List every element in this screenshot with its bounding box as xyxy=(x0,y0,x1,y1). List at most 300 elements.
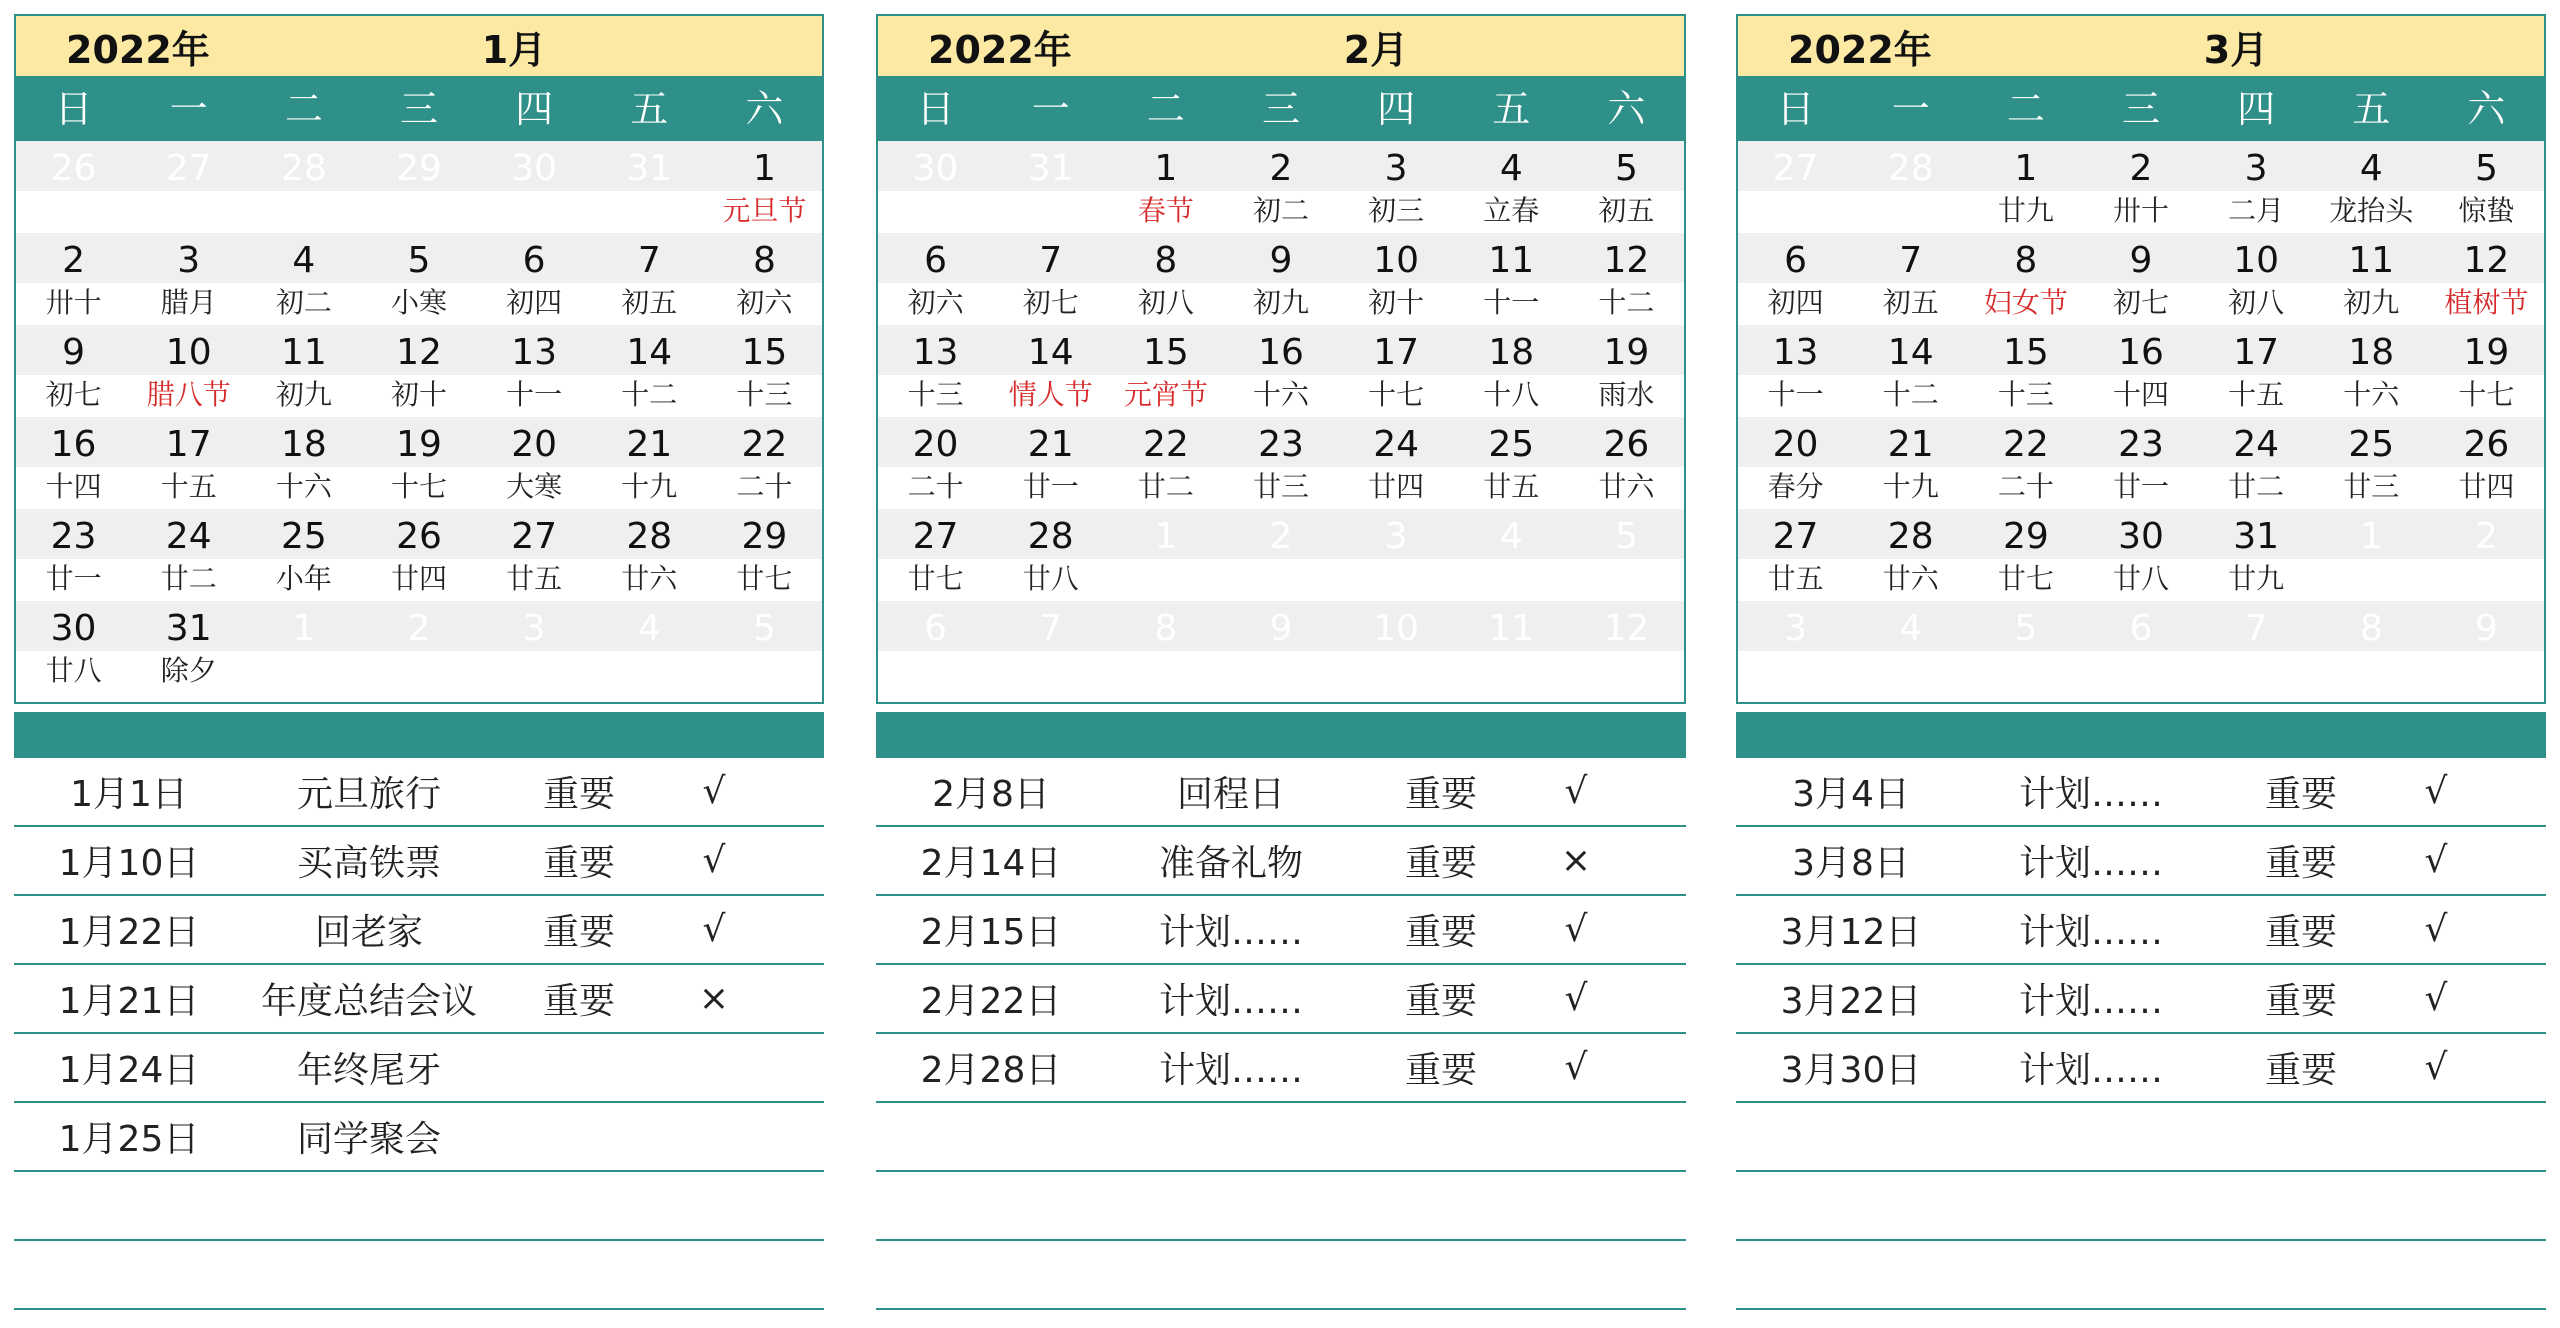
day-cell[interactable] xyxy=(2083,509,2198,601)
note-status-mark: √ xyxy=(2424,771,2448,812)
note-task: 计划…… xyxy=(1158,1050,1303,1091)
day-cell[interactable] xyxy=(2314,417,2429,509)
day-cell[interactable] xyxy=(246,233,361,325)
day-cell[interactable] xyxy=(1853,233,1968,325)
note-row[interactable] xyxy=(1736,1034,2546,1103)
day-cell[interactable] xyxy=(246,325,361,417)
lunar-label: 廿一 xyxy=(993,467,1108,509)
lunar-label xyxy=(1454,651,1569,693)
day-number: 3 xyxy=(1339,509,1454,559)
note-row[interactable] xyxy=(876,758,1686,827)
lunar-label: 二十 xyxy=(878,467,993,509)
note-row[interactable] xyxy=(14,1034,824,1103)
day-cell[interactable] xyxy=(993,325,1108,417)
note-row[interactable] xyxy=(876,1241,1686,1310)
weekday-label: 五 xyxy=(630,87,669,131)
note-row[interactable] xyxy=(14,1241,824,1310)
day-number: 2 xyxy=(1223,141,1338,191)
day-cell[interactable] xyxy=(246,601,361,693)
note-row[interactable] xyxy=(14,1103,824,1172)
day-cell[interactable] xyxy=(477,325,592,417)
lunar-label xyxy=(2314,651,2429,693)
day-cell[interactable] xyxy=(1569,141,1684,233)
note-row[interactable] xyxy=(1736,827,2546,896)
day-cell[interactable] xyxy=(1853,141,1968,233)
note-date: 1月25日 xyxy=(58,1119,200,1160)
note-row[interactable] xyxy=(876,1172,1686,1241)
note-row[interactable] xyxy=(876,827,1686,896)
lunar-label: 廿一 xyxy=(16,559,131,601)
month-label: 2月 xyxy=(1343,27,1409,72)
lunar-label: 廿一 xyxy=(2083,467,2198,509)
lunar-label xyxy=(1223,559,1338,601)
day-cell[interactable] xyxy=(361,141,476,233)
note-row[interactable] xyxy=(1736,758,2546,827)
lunar-label: 初四 xyxy=(1738,283,1853,325)
day-cell[interactable] xyxy=(1223,601,1338,693)
day-cell[interactable] xyxy=(592,509,707,601)
day-number: 29 xyxy=(1968,509,2083,559)
lunar-label: 元宵节 xyxy=(1108,375,1223,417)
lunar-label: 龙抬头 xyxy=(2314,191,2429,233)
note-status-mark: √ xyxy=(1564,909,1588,950)
day-cell[interactable] xyxy=(1738,417,1853,509)
lunar-label: 初三 xyxy=(1339,191,1454,233)
note-row[interactable] xyxy=(1736,1103,2546,1172)
day-number: 9 xyxy=(1223,233,1338,283)
day-number: 11 xyxy=(1454,233,1569,283)
lunar-label: 十二 xyxy=(1569,283,1684,325)
note-task: 元旦旅行 xyxy=(296,774,441,815)
day-cell[interactable] xyxy=(707,601,822,693)
lunar-label: 廿八 xyxy=(16,651,131,693)
day-cell[interactable] xyxy=(1108,233,1223,325)
day-cell[interactable] xyxy=(361,325,476,417)
day-number: 14 xyxy=(1853,325,1968,375)
day-number: 8 xyxy=(1108,233,1223,283)
day-number: 31 xyxy=(131,601,246,651)
day-number: 15 xyxy=(707,325,822,375)
day-number: 30 xyxy=(878,141,993,191)
day-cell[interactable] xyxy=(993,417,1108,509)
lunar-label xyxy=(878,651,993,693)
lunar-label: 廿六 xyxy=(1569,467,1684,509)
day-cell[interactable] xyxy=(16,325,131,417)
day-number: 15 xyxy=(1968,325,2083,375)
day-cell[interactable] xyxy=(1853,509,1968,601)
day-cell[interactable] xyxy=(1738,141,1853,233)
day-number: 25 xyxy=(2314,417,2429,467)
lunar-label: 廿九 xyxy=(1968,191,2083,233)
day-cell[interactable] xyxy=(1968,601,2083,693)
day-cell[interactable] xyxy=(1738,509,1853,601)
day-number: 10 xyxy=(1339,601,1454,651)
day-number: 12 xyxy=(1569,601,1684,651)
day-number: 5 xyxy=(1569,141,1684,191)
note-date: 2月28日 xyxy=(920,1050,1062,1091)
day-cell[interactable] xyxy=(707,325,822,417)
day-cell[interactable] xyxy=(2083,417,2198,509)
note-date: 2月15日 xyxy=(920,912,1062,953)
weekday-label: 三 xyxy=(399,87,438,131)
day-cell[interactable] xyxy=(1569,509,1684,601)
day-cell[interactable] xyxy=(1454,509,1569,601)
day-number: 28 xyxy=(1853,141,1968,191)
lunar-label: 初十 xyxy=(1339,283,1454,325)
day-cell[interactable] xyxy=(2314,509,2429,601)
note-date: 1月1日 xyxy=(70,774,188,815)
lunar-label: 初七 xyxy=(993,283,1108,325)
day-cell[interactable] xyxy=(131,417,246,509)
lunar-label: 除夕 xyxy=(131,651,246,693)
day-cell[interactable] xyxy=(878,509,993,601)
day-number: 24 xyxy=(131,509,246,559)
day-number: 4 xyxy=(1853,601,1968,651)
day-cell[interactable] xyxy=(1339,233,1454,325)
lunar-label xyxy=(477,191,592,233)
lunar-label xyxy=(2199,651,2314,693)
note-row[interactable] xyxy=(1736,1172,2546,1241)
weekday-label: 三 xyxy=(1261,87,1300,131)
day-number: 25 xyxy=(1454,417,1569,467)
day-cell[interactable] xyxy=(878,601,993,693)
day-grid xyxy=(16,141,822,693)
day-cell[interactable] xyxy=(1223,325,1338,417)
lunar-label: 廿三 xyxy=(1223,467,1338,509)
note-row[interactable] xyxy=(1736,965,2546,1034)
month-label: 1月 xyxy=(481,27,547,72)
note-priority: 重要 xyxy=(2264,981,2337,1022)
note-row[interactable] xyxy=(1736,896,2546,965)
day-number: 15 xyxy=(1108,325,1223,375)
note-status-mark: √ xyxy=(702,909,726,950)
note-row[interactable] xyxy=(876,896,1686,965)
day-cell[interactable] xyxy=(246,417,361,509)
day-cell[interactable] xyxy=(1968,325,2083,417)
weekday-label: 五 xyxy=(1492,87,1531,131)
day-number: 1 xyxy=(707,141,822,191)
day-cell[interactable] xyxy=(1968,141,2083,233)
lunar-label: 廿七 xyxy=(707,559,822,601)
note-date: 1月22日 xyxy=(58,912,200,953)
day-cell[interactable] xyxy=(2429,601,2544,693)
lunar-label: 初六 xyxy=(707,283,822,325)
day-cell[interactable] xyxy=(707,233,822,325)
day-cell[interactable] xyxy=(592,141,707,233)
note-row[interactable] xyxy=(14,827,824,896)
day-cell[interactable] xyxy=(1738,233,1853,325)
day-number: 21 xyxy=(592,417,707,467)
lunar-label: 二十 xyxy=(1968,467,2083,509)
day-number: 1 xyxy=(1108,509,1223,559)
day-number: 1 xyxy=(246,601,361,651)
note-status-mark: √ xyxy=(2424,840,2448,881)
note-status-mark: √ xyxy=(1564,771,1588,812)
day-cell[interactable] xyxy=(1223,417,1338,509)
day-cell[interactable] xyxy=(1339,509,1454,601)
day-cell[interactable] xyxy=(131,601,246,693)
day-cell[interactable] xyxy=(592,233,707,325)
day-cell[interactable] xyxy=(2083,601,2198,693)
day-cell[interactable] xyxy=(1223,509,1338,601)
day-cell[interactable] xyxy=(1569,417,1684,509)
day-cell[interactable] xyxy=(361,601,476,693)
day-number: 6 xyxy=(1738,233,1853,283)
day-cell[interactable] xyxy=(1108,417,1223,509)
day-number: 21 xyxy=(1853,417,1968,467)
weekday-header xyxy=(1738,78,2544,141)
lunar-label: 廿八 xyxy=(2083,559,2198,601)
day-cell[interactable] xyxy=(361,509,476,601)
day-cell[interactable] xyxy=(1968,417,2083,509)
day-cell[interactable] xyxy=(993,233,1108,325)
day-cell[interactable] xyxy=(878,233,993,325)
lunar-label: 腊八节 xyxy=(131,375,246,417)
day-cell[interactable] xyxy=(1968,233,2083,325)
note-date: 3月30日 xyxy=(1780,1050,1922,1091)
day-cell[interactable] xyxy=(878,417,993,509)
day-cell[interactable] xyxy=(246,141,361,233)
day-cell[interactable] xyxy=(878,141,993,233)
lunar-label: 元旦节 xyxy=(707,191,822,233)
lunar-label xyxy=(246,651,361,693)
lunar-label: 廿二 xyxy=(1108,467,1223,509)
day-number: 4 xyxy=(592,601,707,651)
day-cell[interactable] xyxy=(707,141,822,233)
day-cell[interactable] xyxy=(1454,141,1569,233)
lunar-label: 十一 xyxy=(1454,283,1569,325)
lunar-label: 十七 xyxy=(361,467,476,509)
weekday-label: 二 xyxy=(2006,87,2045,131)
day-cell[interactable] xyxy=(1738,325,1853,417)
day-cell[interactable] xyxy=(2199,601,2314,693)
day-cell[interactable] xyxy=(2199,233,2314,325)
day-cell[interactable] xyxy=(2199,417,2314,509)
note-row[interactable] xyxy=(1736,1241,2546,1310)
day-cell[interactable] xyxy=(477,509,592,601)
day-number: 13 xyxy=(1738,325,1853,375)
day-cell[interactable] xyxy=(131,141,246,233)
note-row[interactable] xyxy=(876,1103,1686,1172)
day-cell[interactable] xyxy=(16,509,131,601)
lunar-label: 春节 xyxy=(1108,191,1223,233)
day-cell[interactable] xyxy=(2314,325,2429,417)
day-cell[interactable] xyxy=(2083,141,2198,233)
note-priority: 重要 xyxy=(2264,774,2337,815)
day-cell[interactable] xyxy=(1108,509,1223,601)
day-cell[interactable] xyxy=(1853,325,1968,417)
day-grid xyxy=(1738,141,2544,693)
day-cell[interactable] xyxy=(131,509,246,601)
day-cell[interactable] xyxy=(1853,601,1968,693)
day-cell[interactable] xyxy=(1108,141,1223,233)
day-cell[interactable] xyxy=(2083,233,2198,325)
day-cell[interactable] xyxy=(1569,325,1684,417)
note-priority: 重要 xyxy=(542,843,615,884)
day-number: 4 xyxy=(1454,509,1569,559)
day-cell[interactable] xyxy=(2314,233,2429,325)
day-cell[interactable] xyxy=(477,417,592,509)
day-cell[interactable] xyxy=(1569,233,1684,325)
lunar-label: 初十 xyxy=(361,375,476,417)
day-cell[interactable] xyxy=(361,417,476,509)
day-number: 10 xyxy=(2199,233,2314,283)
note-priority: 重要 xyxy=(2264,843,2337,884)
day-number: 9 xyxy=(2429,601,2544,651)
lunar-label: 廿四 xyxy=(1339,467,1454,509)
day-number: 18 xyxy=(2314,325,2429,375)
day-cell[interactable] xyxy=(2429,325,2544,417)
lunar-label xyxy=(1738,651,1853,693)
day-cell[interactable] xyxy=(477,601,592,693)
lunar-label: 十七 xyxy=(2429,375,2544,417)
day-cell[interactable] xyxy=(1853,417,1968,509)
day-number: 18 xyxy=(246,417,361,467)
lunar-label xyxy=(1108,651,1223,693)
day-cell[interactable] xyxy=(1569,601,1684,693)
day-number: 28 xyxy=(1853,509,1968,559)
day-cell[interactable] xyxy=(1454,233,1569,325)
note-row[interactable] xyxy=(14,1172,824,1241)
day-cell[interactable] xyxy=(1339,417,1454,509)
day-number: 2 xyxy=(361,601,476,651)
day-cell[interactable] xyxy=(592,417,707,509)
weekday-label: 四 xyxy=(1377,87,1416,131)
note-task: 计划…… xyxy=(1158,912,1303,953)
day-number: 5 xyxy=(1569,509,1684,559)
notes-list xyxy=(1736,758,2546,1310)
note-row[interactable] xyxy=(876,965,1686,1034)
note-task: 买高铁票 xyxy=(296,843,441,884)
lunar-label xyxy=(1738,191,1853,233)
day-cell[interactable] xyxy=(2199,141,2314,233)
day-cell[interactable] xyxy=(246,509,361,601)
day-cell[interactable] xyxy=(2429,233,2544,325)
note-task: 计划…… xyxy=(2018,843,2163,884)
day-cell[interactable] xyxy=(707,509,822,601)
lunar-label: 情人节 xyxy=(993,375,1108,417)
day-number: 4 xyxy=(2314,141,2429,191)
weekday-label: 一 xyxy=(1891,87,1930,131)
day-number: 2 xyxy=(2083,141,2198,191)
day-cell[interactable] xyxy=(2429,141,2544,233)
day-cell[interactable] xyxy=(477,233,592,325)
day-cell[interactable] xyxy=(131,233,246,325)
day-cell[interactable] xyxy=(1454,417,1569,509)
day-cell[interactable] xyxy=(592,325,707,417)
note-date: 3月22日 xyxy=(1780,981,1922,1022)
day-number: 31 xyxy=(2199,509,2314,559)
note-row[interactable] xyxy=(876,1034,1686,1103)
lunar-label xyxy=(1569,559,1684,601)
day-cell[interactable] xyxy=(1223,233,1338,325)
note-date: 1月24日 xyxy=(58,1050,200,1091)
lunar-label: 初五 xyxy=(592,283,707,325)
lunar-label xyxy=(707,651,822,693)
day-number: 3 xyxy=(131,233,246,283)
day-cell[interactable] xyxy=(1339,601,1454,693)
day-number: 12 xyxy=(361,325,476,375)
day-number: 6 xyxy=(878,233,993,283)
day-cell[interactable] xyxy=(2083,325,2198,417)
day-cell[interactable] xyxy=(2314,141,2429,233)
day-cell[interactable] xyxy=(2199,325,2314,417)
day-number: 13 xyxy=(477,325,592,375)
day-cell[interactable] xyxy=(361,233,476,325)
day-cell[interactable] xyxy=(2429,417,2544,509)
day-cell[interactable] xyxy=(993,141,1108,233)
day-cell[interactable] xyxy=(993,601,1108,693)
lunar-label: 廿二 xyxy=(131,559,246,601)
day-cell[interactable] xyxy=(993,509,1108,601)
day-cell[interactable] xyxy=(2314,601,2429,693)
calendar-card xyxy=(14,14,824,704)
lunar-label xyxy=(993,191,1108,233)
lunar-label: 廿六 xyxy=(592,559,707,601)
lunar-label: 二月 xyxy=(2199,191,2314,233)
day-cell[interactable] xyxy=(16,141,131,233)
day-cell[interactable] xyxy=(2199,509,2314,601)
day-number: 26 xyxy=(2429,417,2544,467)
day-cell[interactable] xyxy=(16,417,131,509)
day-number: 27 xyxy=(1738,509,1853,559)
note-date: 1月10日 xyxy=(58,843,200,884)
day-number: 8 xyxy=(1968,233,2083,283)
day-number: 31 xyxy=(592,141,707,191)
weekday-header xyxy=(878,78,1684,141)
day-cell[interactable] xyxy=(1454,325,1569,417)
day-cell[interactable] xyxy=(131,325,246,417)
lunar-label: 十二 xyxy=(592,375,707,417)
day-number: 19 xyxy=(361,417,476,467)
day-cell[interactable] xyxy=(1968,509,2083,601)
note-task: 年度总结会议 xyxy=(260,981,477,1022)
day-number: 26 xyxy=(1569,417,1684,467)
day-cell[interactable] xyxy=(1454,601,1569,693)
day-cell[interactable] xyxy=(707,417,822,509)
day-cell[interactable] xyxy=(2429,509,2544,601)
day-cell[interactable] xyxy=(1339,141,1454,233)
day-number: 12 xyxy=(2429,233,2544,283)
day-cell[interactable] xyxy=(16,233,131,325)
day-cell[interactable] xyxy=(1339,325,1454,417)
note-date: 2月8日 xyxy=(932,774,1050,815)
note-priority: 重要 xyxy=(1404,981,1477,1022)
weekday-label: 六 xyxy=(2467,87,2506,131)
day-number: 6 xyxy=(878,601,993,651)
note-row[interactable] xyxy=(14,758,824,827)
note-row[interactable] xyxy=(14,896,824,965)
day-number: 2 xyxy=(16,233,131,283)
day-cell[interactable] xyxy=(592,601,707,693)
day-number: 20 xyxy=(1738,417,1853,467)
day-number: 1 xyxy=(1968,141,2083,191)
day-number: 20 xyxy=(878,417,993,467)
day-cell[interactable] xyxy=(1108,601,1223,693)
day-cell[interactable] xyxy=(1223,141,1338,233)
day-cell[interactable] xyxy=(1738,601,1853,693)
lunar-label xyxy=(2429,651,2544,693)
day-cell[interactable] xyxy=(878,325,993,417)
lunar-label: 廿八 xyxy=(993,559,1108,601)
day-cell[interactable] xyxy=(1108,325,1223,417)
day-cell[interactable] xyxy=(16,601,131,693)
note-row[interactable] xyxy=(14,965,824,1034)
day-number: 22 xyxy=(1968,417,2083,467)
weekday-header xyxy=(16,78,822,141)
lunar-label: 卅十 xyxy=(16,283,131,325)
day-cell[interactable] xyxy=(477,141,592,233)
